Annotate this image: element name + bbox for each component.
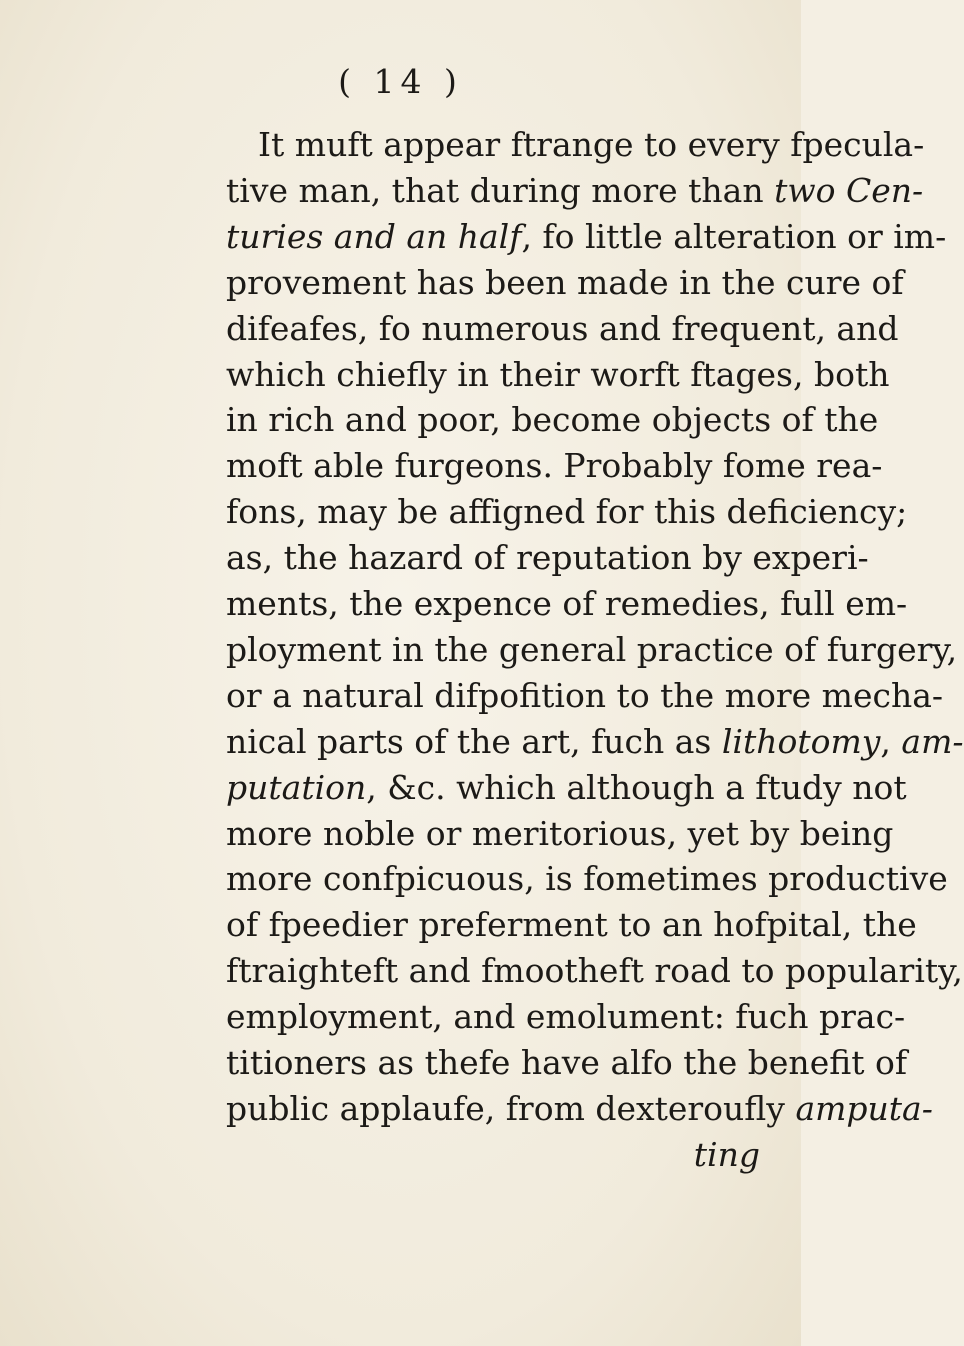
italic-text: putation: [226, 767, 367, 807]
text-segment: more confpicuous, is fometimes productive: [226, 859, 948, 899]
italic-text: am-: [901, 721, 964, 761]
text-segment: provement has been made in the cure of: [226, 262, 904, 302]
text-segment: as, the hazard of reputation by experi-: [226, 538, 869, 578]
text-segment: nical parts of the art, fuch as: [226, 721, 722, 761]
text-segment: moft able furgeons. Probably fome rea-: [226, 446, 883, 486]
text-segment: difeafes, fo numerous and frequent, and: [226, 308, 899, 348]
text-segment: which chiefly in their worft ftages, both: [226, 354, 890, 394]
text-segment: tive man, that during more than: [226, 170, 775, 210]
text-segment: fons, may be affigned for this deficiency;: [226, 492, 908, 532]
text-segment: employment, and emolument: fuch prac-: [226, 997, 906, 1037]
italic-text: amputa-: [795, 1088, 933, 1128]
text-segment: in rich and poor, become objects of the: [226, 400, 879, 440]
text-segment: public applaufe, from dexteroufly: [226, 1088, 796, 1128]
text-segment: ,: [880, 721, 902, 761]
text-segment: more noble or meritorious, yet by being: [226, 813, 894, 853]
text-segment: It muft appear ftrange to every fpecula-: [258, 125, 925, 164]
text-segment: ployment in the general practice of furgery,: [226, 629, 958, 669]
text-segment: titioners as thefe have alfo the benefit of: [226, 1043, 908, 1082]
text-segment: , fo little alteration or im-: [521, 216, 947, 256]
catchword: ting: [693, 1134, 760, 1174]
text-segment: , &c. which although a ftudy not: [366, 767, 907, 807]
italic-text: two Cen-: [774, 170, 924, 210]
page-number: ( 14 ): [338, 62, 463, 101]
text-segment: ftraighteft and fmootheft road to popularity,: [226, 951, 963, 991]
text-segment: of fpeedier preferment to an hofpital, the: [226, 905, 917, 945]
text-segment: or a natural difpofition to the more mecha-: [226, 675, 944, 715]
italic-text: lithotomy: [721, 721, 881, 761]
italic-text: turies and an half: [226, 216, 522, 256]
text-segment: ments, the expence of remedies, full em-: [226, 584, 908, 623]
